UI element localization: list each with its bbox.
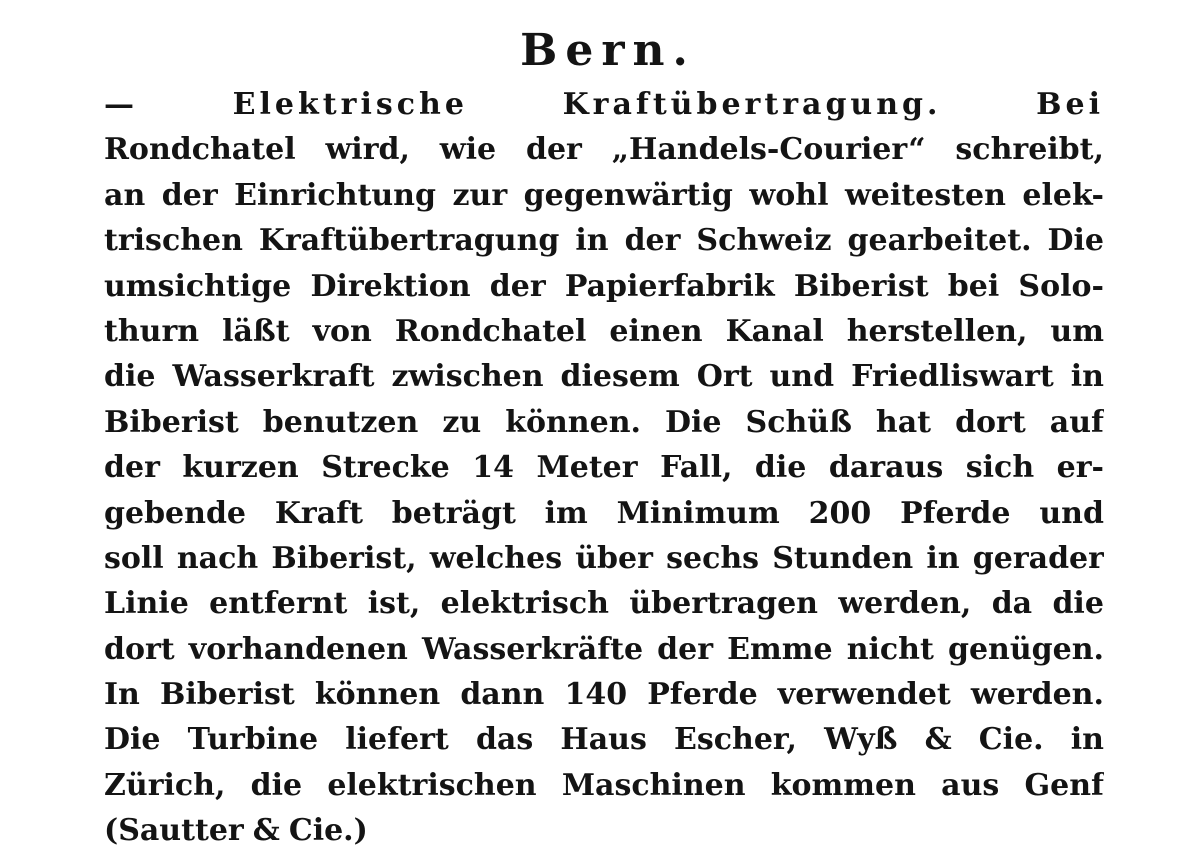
word: beträgt <box>391 495 516 531</box>
word: können. <box>505 404 641 440</box>
text-line <box>104 82 1104 127</box>
text-line <box>104 445 1104 490</box>
word: 140 <box>564 677 628 713</box>
word: Die <box>104 722 161 758</box>
word: Biberist <box>104 404 239 440</box>
text-line <box>104 173 1104 218</box>
word: Bei <box>1036 87 1104 122</box>
word: nicht <box>846 631 934 667</box>
word: die <box>754 450 807 486</box>
word: Einrichtung <box>234 177 436 213</box>
word: die <box>104 359 156 395</box>
word: thurn <box>104 313 200 349</box>
word: Die <box>1047 223 1104 259</box>
word: in <box>926 540 960 576</box>
word: elektrischen <box>327 767 537 803</box>
word: schreibt, <box>955 132 1104 168</box>
word: „Handels-Courier“ <box>611 132 926 168</box>
word: das <box>475 722 534 758</box>
word: gebende <box>104 495 247 531</box>
word: übertragen <box>629 586 818 622</box>
word: Biberist, <box>271 540 417 576</box>
article <box>104 22 1104 854</box>
word: Kraftübertragung. <box>562 87 942 122</box>
article-heading: Bern. <box>520 25 696 76</box>
word: wird, <box>325 132 410 168</box>
text-line <box>104 309 1104 354</box>
word: nach <box>176 540 259 576</box>
word: weitesten <box>844 177 1006 213</box>
word: in <box>1070 722 1104 758</box>
word: elek- <box>1022 177 1104 213</box>
word: der <box>525 132 582 168</box>
word: diesem <box>560 359 680 395</box>
word: Friedliswart <box>851 359 1054 395</box>
word: der <box>489 268 546 304</box>
word: dann <box>460 677 545 713</box>
text-line <box>104 763 1104 808</box>
text-line <box>104 717 1104 762</box>
text-line <box>104 491 1104 536</box>
word: Pferde <box>647 677 758 713</box>
word: aus <box>941 767 1000 803</box>
word: werden, <box>838 586 972 622</box>
text-line <box>104 808 1104 853</box>
word: Biberist <box>159 677 295 713</box>
word: da <box>991 586 1033 622</box>
word: Die <box>665 404 722 440</box>
word: gearbeitet. <box>847 223 1032 259</box>
text-line <box>104 627 1104 672</box>
text-line <box>104 672 1104 717</box>
word: Cie.) <box>288 813 368 849</box>
word: zu <box>442 404 482 440</box>
word: Fall, <box>660 450 733 486</box>
word: die <box>250 767 303 803</box>
word: umsichtige <box>104 268 292 304</box>
word: sechs <box>666 540 760 576</box>
word: läßt <box>222 313 290 349</box>
word: entfernt <box>209 586 348 622</box>
word: Maschinen <box>561 767 746 803</box>
word: Schüß <box>745 404 852 440</box>
word: Emme <box>727 631 833 667</box>
word: Stunden <box>772 540 914 576</box>
word: 200 <box>808 495 872 531</box>
word: dort <box>104 631 175 667</box>
word: an <box>104 177 146 213</box>
word: einen <box>609 313 703 349</box>
text-line <box>104 127 1104 172</box>
word: vorhandenen <box>188 631 408 667</box>
text-line <box>104 536 1104 581</box>
word: können <box>314 677 441 713</box>
word: hat <box>875 404 932 440</box>
word: Zürich, <box>104 767 226 803</box>
word: Wasserkräfte <box>421 631 644 667</box>
word: Biberist <box>793 268 929 304</box>
word: Genf <box>1024 767 1104 803</box>
word: der <box>104 450 160 486</box>
word: er- <box>1056 450 1104 486</box>
word: Kraft <box>274 495 363 531</box>
word: die <box>1052 586 1104 622</box>
word: Ort <box>696 359 753 395</box>
word: der <box>657 631 714 667</box>
word: Schweiz <box>696 223 832 259</box>
word: der <box>161 177 218 213</box>
word: in <box>1070 359 1104 395</box>
word: zwischen <box>391 359 544 395</box>
word: wie <box>439 132 497 168</box>
word: und <box>1039 495 1104 531</box>
word: Wasserkraft <box>172 359 375 395</box>
word: Papierfabrik <box>564 268 775 304</box>
word: kurzen <box>182 450 299 486</box>
word: gerader <box>972 540 1104 576</box>
text-line <box>104 581 1104 626</box>
text-line <box>104 354 1104 399</box>
word: 14 <box>472 450 515 486</box>
text-line <box>104 400 1104 445</box>
word: soll <box>104 540 164 576</box>
word: Turbine <box>187 722 319 758</box>
word: liefert <box>345 722 449 758</box>
word: Escher, <box>674 722 798 758</box>
word: Solo- <box>1018 268 1104 304</box>
word: benutzen <box>262 404 419 440</box>
word: ist, <box>367 586 421 622</box>
word: Kanal <box>725 313 824 349</box>
word: verwendet <box>777 677 951 713</box>
word: Rondchatel <box>104 132 296 168</box>
word: wohl <box>749 177 829 213</box>
word: und <box>769 359 835 395</box>
word: Rondchatel <box>394 313 587 349</box>
text-line <box>104 218 1104 263</box>
word: Kraftübertragung <box>258 223 560 259</box>
word: im <box>544 495 588 531</box>
text-line <box>104 264 1104 309</box>
word: Haus <box>560 722 647 758</box>
word: welches <box>429 540 563 576</box>
word: gegenwärtig <box>523 177 733 213</box>
word: auf <box>1049 404 1104 440</box>
word: in <box>575 223 609 259</box>
word: um <box>1050 313 1104 349</box>
word: (Sautter <box>104 813 244 849</box>
word: & <box>924 722 952 758</box>
word: der <box>624 223 681 259</box>
word: Pferde <box>900 495 1011 531</box>
word: Cie. <box>978 722 1044 758</box>
word: trischen <box>104 223 243 259</box>
word: Elektrische <box>232 87 468 122</box>
word: über <box>575 540 653 576</box>
word: Linie <box>104 586 189 622</box>
word: zur <box>452 177 508 213</box>
word: — <box>104 87 138 122</box>
word: & <box>252 813 280 849</box>
word: Minimum <box>616 495 780 531</box>
word: werden. <box>970 677 1104 713</box>
word: dort <box>955 404 1026 440</box>
word: daraus <box>828 450 944 486</box>
word: Wyß <box>824 722 898 758</box>
word: herstellen, <box>846 313 1028 349</box>
article-body <box>104 82 1104 854</box>
word: genügen. <box>947 631 1104 667</box>
word: kommen <box>770 767 916 803</box>
word: elektrisch <box>440 586 609 622</box>
word: Meter <box>536 450 638 486</box>
word: Direktion <box>310 268 471 304</box>
word: Strecke <box>321 450 450 486</box>
word: In <box>104 677 140 713</box>
word: von <box>312 313 372 349</box>
word: bei <box>947 268 1000 304</box>
word: sich <box>965 450 1035 486</box>
